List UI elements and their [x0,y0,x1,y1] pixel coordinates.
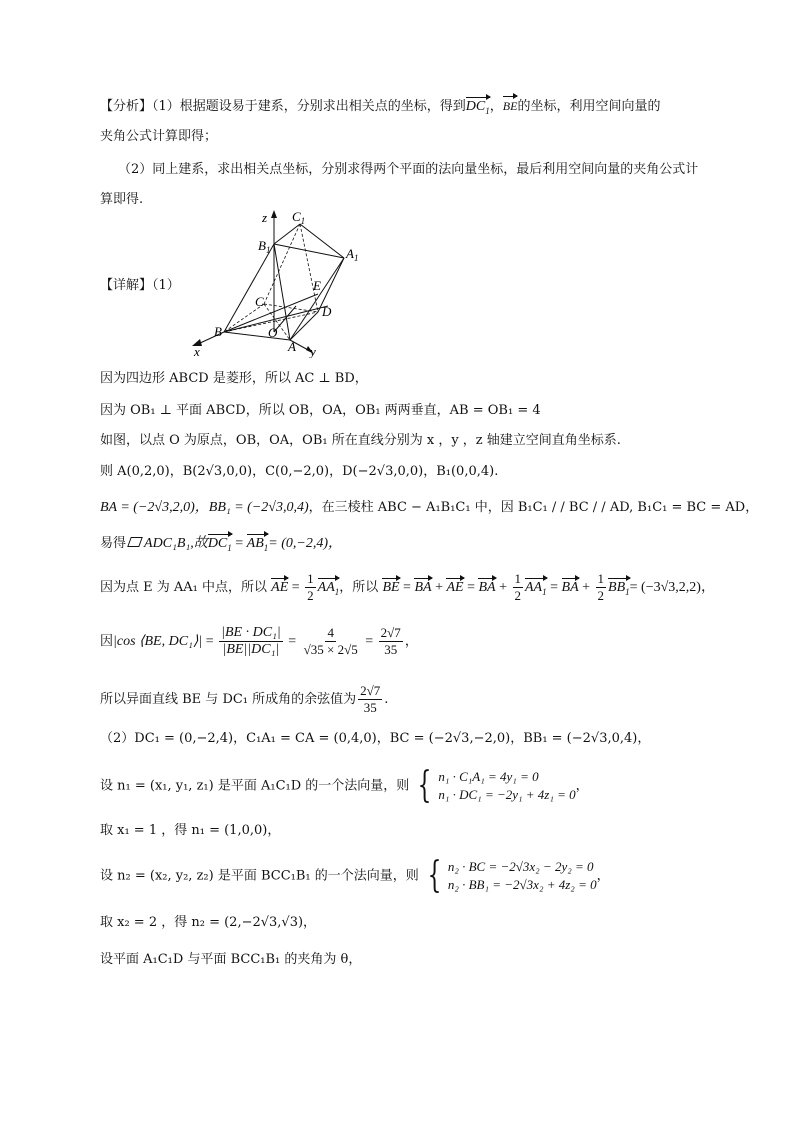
vector-dc1: $DC_1$ [466,98,490,120]
label-e: E [313,278,321,293]
analysis-line-1: 【分析】（1）根据题设易于建系，分别求出相关点的坐标，得到$DC_1$，BE的坐标，利用空间向量的 [100,97,660,120]
label-c1: $C_1$ [292,209,306,226]
solution-line-15: 设平面 A₁C₁D 与平面 BCC₁B₁ 的夹角为 θ， [100,952,362,967]
solution-line-11: 设 n₁ = (x₁, y₁, z₁) 是平面 A₁C₁D 的一个法向量，则 { n₁ · C₁A₁ = 4y₁ = 0 n₁ · DC₁ = −2y₁ + 4z₁ = 0 ， [100,765,589,806]
parallelogram-icon [127,537,143,547]
solution-line-2: 因为 OB₁ ⊥ 平面 ABCD，所以 OB，OA，OB₁ 两两垂直，AB = OB₁ = 4 [100,403,541,418]
analysis-line-3: （2）同上建系，求出相关点坐标，分别求得两个平面的法向量坐标，最后利用空间向量的夹角公式计 [118,162,699,177]
equation-system-1: { n₁ · C₁A₁ = 4y₁ = 0 n₁ · DC₁ = −2y₁ + 4z₁ = 0 [418,765,576,806]
solution-line-9: 所以异面直线 BE 与 DC₁ 所成角的余弦值为 $\frac{2√7}{35}$ . [100,683,389,715]
label-y: y [310,344,316,358]
detail-tag: 【详解】 [100,278,153,293]
cos-res-frac: $\frac{2√7}{35}$ [380,625,401,657]
analysis-text: （1）根据题设易于建系，分别求出相关点的坐标，得到 [152,99,466,114]
cos-mid-frac: $\frac{\text{|BE · DC₁|}}{\text{|BE||DC₁|}}$ [221,625,281,657]
solution-line-13: 设 n₂ = (x₂, y₂, z₂) 是平面 BCC₁B₁ 的一个法向量，则 { n₂ · BC = −2√3x₂ − 2y₂ = 0 n₂ · BB₁ = −2√3x₂ + 4z₂ = 0 ， [100,855,610,896]
prism-figure [190,208,370,358]
label-b: B [214,324,222,339]
solution-line-14: 取 x₂ = 2 ，得 n₂ = (2,−2√3,√3)， [100,915,317,930]
label-a1: $A_1$ [346,246,359,263]
solution-line-12: 取 x₁ = 1 ，得 n₁ = (1,0,0)， [100,823,281,838]
analysis-tag: 【分析】 [100,99,153,114]
solution-line-10: （2）DC₁ = (0,−2,4)，C₁A₁ = CA = (0,4,0)，BC = (−2√3,−2,0)，BB₁ = (−2√3,0,4)， [100,731,651,746]
label-a: A [288,339,296,354]
detail-heading [100,277,180,295]
cos-val-frac: $\frac{4}{√35 \times 2√5}$ [303,625,358,657]
solution-line-1: 因为四边形 ABCD 是菱形，所以 AC ⊥ BD， [100,371,368,386]
detail-part1: （1） [152,278,180,293]
solution-line-3: 如图，以点 O 为原点，OB，OA，OB₁ 所在直线分别为 x ，y ，z 轴建立空间直角坐标系. [100,433,621,448]
label-d: D [322,304,332,319]
solution-line-6: 易得 ADC₁B₁,故$DC_1 = AB_1= (0,-2,4)$， [100,535,342,557]
label-z: z [262,210,268,225]
label-x: x [194,344,200,358]
cos-lhs: |cos ⟨BE, DC₁⟩| [113,634,203,649]
analysis-line-2: 夹角公式计算即得； [100,129,218,144]
label-o: O [268,325,278,340]
solution-line-8: 因|cos ⟨BE, DC₁⟩| = $\frac{\text{|BE · DC₁|}}{\text{|BE||DC₁|}}$ = $\frac{4}{√35 \times 2√5}$ = $\frac{2√7}{35}$ ， [100,625,418,657]
equation-system-2: { n₂ · BC = −2√3x₂ − 2y₂ = 0 n₂ · BB₁ = −2√3x₂ + 4z₂ = 0 [427,855,597,896]
label-c: C [255,294,264,309]
analysis-line-4: 算即得. [100,192,144,207]
label-b1: $B_1$ [258,238,271,255]
solution-line-5: BA = (−2√3,2,0)，BB₁ = (−2√3,0,4)，在三棱柱 ABC − A₁B₁C₁ 中，因 B₁C₁ / / BC / / AD, B₁C₁ = BC = AD， [100,500,759,515]
solution-line-4: 则 A(0,2,0)，B(2√3,0,0)，C(0,−2,0)，D(−2√3,0,0)，B₁(0,0,4). [100,464,499,479]
solution-line-7: 因为点 E 为 AA₁ 中点，所以 AE = $\frac{1}{2}$ $AA_1$，所以 BE = BA + AE = BA + $\frac{1}{2}$ $AA_1$ = BA + $\frac{1}{2}$ $BB_1= (-3√3,2,2)$， [100,571,715,603]
vector-be: BE [502,99,518,113]
